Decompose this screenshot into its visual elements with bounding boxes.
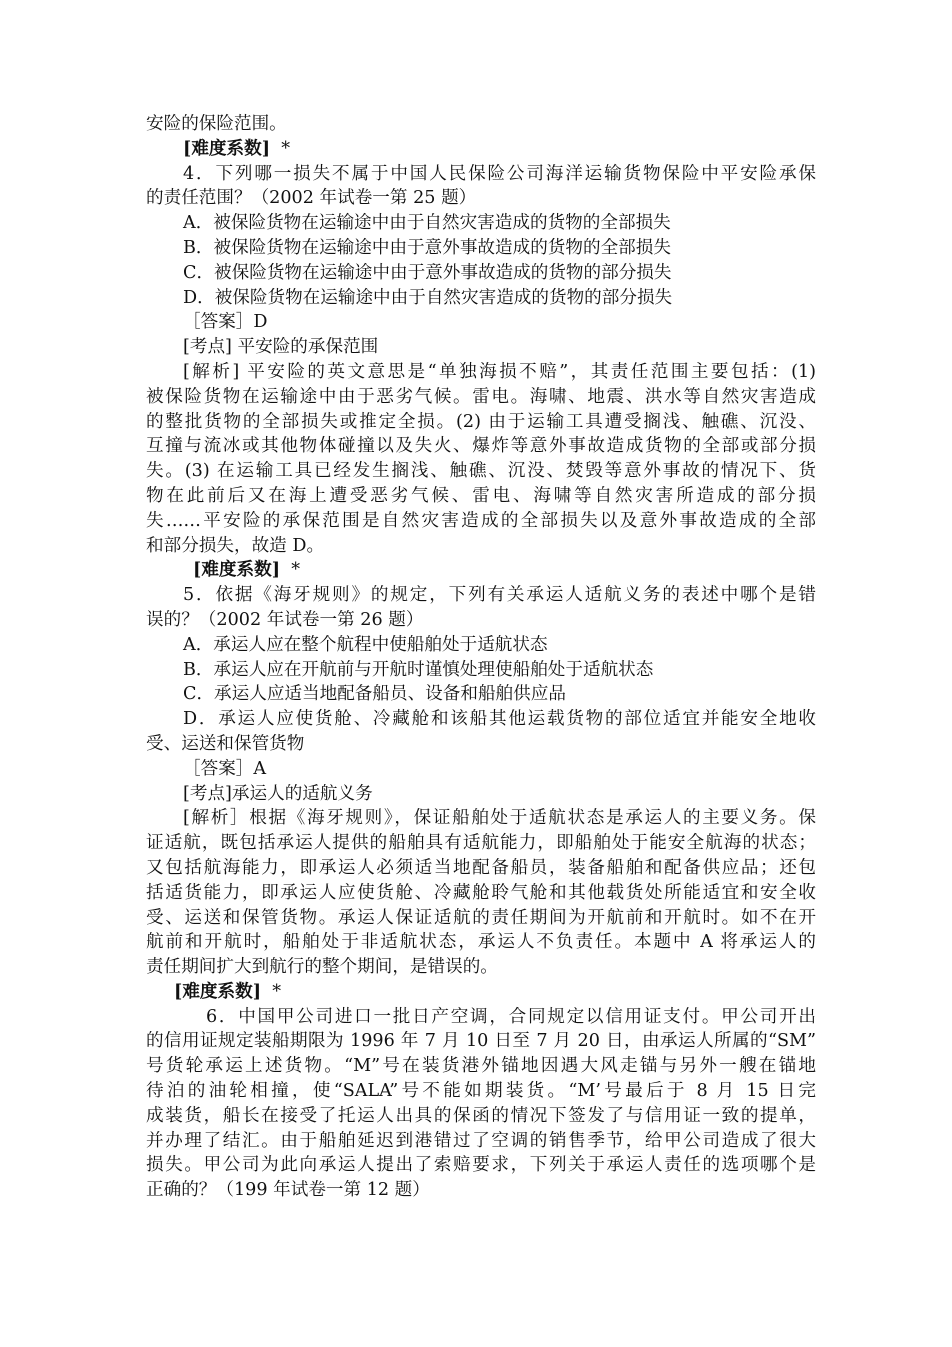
- question-4-analysis: 互撞与流冰或其他物体碰撞以及失火、爆炸等意外事故造成货物的全部或部分损: [146, 436, 816, 457]
- difficulty-rating: [146, 980, 816, 1005]
- question-5-option-a: A．承运人应在整个航程中使船舶处于适航状态: [183, 634, 548, 655]
- question-4-option-c: C．被保险货物在运输途中由于意外事故造成的货物的部分损失: [183, 262, 672, 283]
- question-6-stem: 待泊的油轮相撞，使“SALA”号不能如期装货。“M’号最后于 8 月 15 日完: [146, 1081, 816, 1102]
- difficulty-star: *: [291, 560, 301, 581]
- difficulty-label: [难度系数]: [193, 559, 281, 581]
- question-5-analysis: 受、运送和保管货物。承运人保证适航的责任期间为开航前和开航时。如不在开: [146, 907, 816, 928]
- question-5-analysis: 又包括航海能力，即承运人必须适当地配备船员，装备船舶和配备供应品；还包: [146, 857, 816, 878]
- question-5-analysis: 括适货能力，即承运人应使货舱、冷藏舱聆气舱和其他载货处所能适宜和安全收: [146, 882, 816, 903]
- difficulty-star: *: [272, 981, 282, 1002]
- question-4-analysis: 和部分损失，故造 D。: [146, 535, 325, 556]
- document-page: [146, 112, 816, 1203]
- question-5-option-d-cont: 受、运送和保管货物: [146, 733, 305, 754]
- question-5-keypoint: [考点]承运人的适航义务: [183, 783, 373, 804]
- question-4-analysis: 物在此前后又在海上遭受恶劣气候、雷电、海啸等自然灾害所造成的部分损: [146, 485, 816, 506]
- question-5-analysis: 责任期间扩大到航行的整个期间，是错误的。: [146, 957, 498, 978]
- difficulty-star: *: [281, 138, 291, 159]
- difficulty-rating: [146, 558, 816, 583]
- question-6-stem: 损失。甲公司为此向承运人提出了索赔要求，下列关于承运人责任的选项哪个是: [146, 1155, 816, 1176]
- question-4-option-d: D．被保险货物在运输途中由于自然灾害造成的货物的部分损失: [183, 287, 673, 308]
- question-6-stem: 并办理了结汇。由于船舶延迟到港错过了空调的销售季节，给甲公司造成了很大: [146, 1130, 816, 1151]
- question-5-analysis: [解析］根据《海牙规则》，保证船舶处于适航状态是承运人的主要义务。保: [183, 808, 816, 829]
- difficulty-rating: [146, 137, 816, 162]
- difficulty-label: [难度系数]: [174, 980, 262, 1002]
- question-4-stem-cont: 的责任范围？（2002 年试卷一第 25 题）: [146, 188, 477, 209]
- question-4-option-b: B．被保险货物在运输途中由于意外事故造成的货物的全部损失: [183, 237, 671, 258]
- question-4-analysis: 失……平安险的承保范围是自然灾害造成的全部损失以及意外事故造成的全部: [146, 510, 816, 531]
- question-6-stem: 成装货，船长在接受了托运人出具的保函的情况下签发了与信用证一致的提单，: [146, 1105, 816, 1126]
- question-4-analysis: [解析] 平安险的英文意思是“单独海损不赔”，其责任范围主要包括：(1): [183, 361, 816, 382]
- question-5-option-d: D．承运人应使货舱、冷藏舱和该船其他运载货物的部位适宜并能安全地收: [183, 709, 816, 730]
- question-4-analysis: 的整批货物的全部损失或推定全损。(2) 由于运输工具遭受搁浅、触礁、沉没、: [146, 411, 816, 432]
- question-5-answer: ［答案］A: [183, 758, 267, 779]
- question-4-answer: ［答案］D: [183, 312, 268, 333]
- text-line: 安险的保险范围。: [146, 114, 287, 134]
- question-5-analysis: 证适航，既包括承运人提供的船舶具有适航能力，即船舶处于能安全航海的状态；: [146, 833, 816, 854]
- question-4-keypoint: [考点] 平安险的承保范围: [183, 337, 379, 358]
- question-5-option-c: C．承运人应适当地配备船员、设备和船舶供应品: [183, 684, 566, 705]
- question-5-option-b: B．承运人应在开航前与开航时谨慎处理使船舶处于适航状态: [183, 659, 654, 680]
- question-4-stem: 4．下列哪一损失不属于中国人民保险公司海洋运输货物保险中平安险承保: [183, 163, 816, 184]
- difficulty-label: [难度系数]: [183, 137, 271, 159]
- question-4-analysis: 失。(3) 在运输工具已经发生搁浅、触礁、沉没、焚毁等意外事故的情况下、货: [146, 461, 816, 482]
- question-5-stem: 5．依据《海牙规则》的规定，下列有关承运人适航义务的表述中哪个是错: [183, 585, 816, 606]
- question-4-option-a: A．被保险货物在运输途中由于自然灾害造成的货物的全部损失: [183, 213, 671, 234]
- question-5-stem-cont: 误的？（2002 年试卷一第 26 题）: [146, 609, 424, 630]
- question-6-stem: 号货轮承运上述货物。“M”号在装货港外锚地因遇大风走锚与另外一艘在锚地: [146, 1056, 816, 1077]
- question-6-stem: 的信用证规定装船期限为 1996 年 7 月 10 日至 7 月 20 日，由承运人所属的“SM”: [146, 1031, 816, 1052]
- question-6-stem: 6．中国甲公司进口一批日产空调，合同规定以信用证支付。甲公司开出: [206, 1006, 816, 1027]
- question-6-stem: 正确的？（199 年试卷一第 12 题）: [146, 1180, 430, 1201]
- question-5-analysis: 航前和开航时，船舶处于非适航状态，承运人不负责任。本题中 A 将承运人的: [146, 932, 816, 953]
- question-4-analysis: 被保险货物在运输途中由于恶劣气候。雷电。海啸、地震、洪水等自然灾害造成: [146, 386, 816, 407]
